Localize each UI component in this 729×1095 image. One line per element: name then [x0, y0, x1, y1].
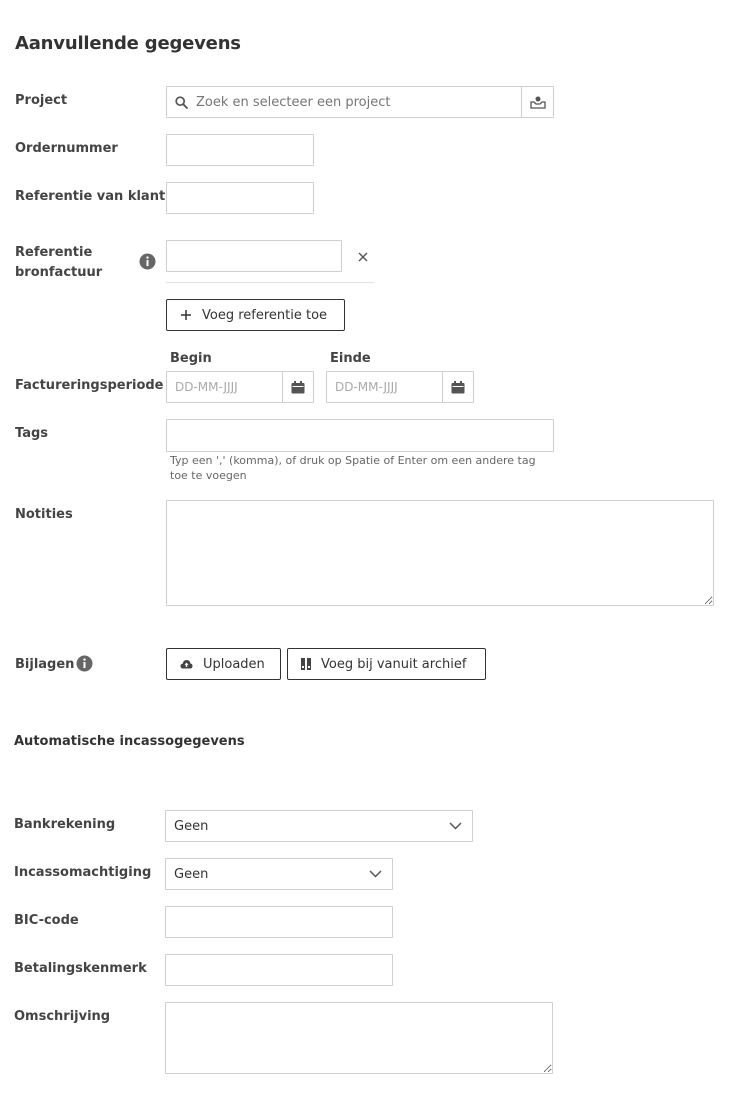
notities-textarea[interactable]: [166, 500, 714, 606]
end-date-placeholder[interactable]: DD-MM-JJJJ: [335, 380, 398, 394]
plus-icon: [180, 309, 192, 321]
add-reference-button[interactable]: [166, 299, 345, 331]
machtiging-label: Incassomachtiging: [14, 865, 152, 880]
begin-label: Begin: [170, 351, 212, 366]
end-date-field[interactable]: [326, 371, 474, 403]
page-title: Aanvullende gegevens: [15, 33, 241, 54]
search-icon: [175, 96, 188, 109]
project-label: Project: [15, 93, 68, 108]
upload-button[interactable]: [166, 648, 281, 680]
archive-icon: [301, 658, 311, 670]
kenmerk-input[interactable]: [165, 954, 393, 986]
referentie-klant-input[interactable]: [166, 182, 314, 214]
bic-input[interactable]: [165, 906, 393, 938]
chevron-down-icon[interactable]: [449, 822, 462, 830]
info-icon[interactable]: [139, 253, 156, 274]
machtiging-select[interactable]: [165, 858, 393, 890]
bankrekening-select[interactable]: [165, 810, 473, 842]
calendar-button[interactable]: [442, 372, 473, 402]
omschrijving-textarea[interactable]: [165, 1002, 553, 1074]
ordernummer-input[interactable]: [166, 134, 314, 166]
referentie-bron-label: Referentie bronfactuur: [15, 245, 103, 280]
bankrekening-label: Bankrekening: [14, 817, 116, 832]
divider: [166, 282, 374, 283]
project-folder-icon: [530, 95, 546, 109]
factureringsperiode-label: Factureringsperiode: [15, 378, 164, 393]
project-search-input[interactable]: [196, 95, 506, 110]
tags-help-text: Typ een ',' (komma), of druk op Spatie of Enter om een andere tag toe te voegen: [170, 454, 536, 482]
bijlagen-label: Bijlagen: [15, 657, 75, 672]
close-icon[interactable]: [356, 249, 370, 268]
archive-label: Voeg bij vanuit archief: [321, 656, 467, 672]
cloud-upload-icon: [180, 659, 193, 669]
bankrekening-value[interactable]: Geen: [174, 818, 209, 834]
add-reference-label: Voeg referentie toe: [202, 307, 328, 323]
referentie-bron-input[interactable]: [166, 240, 342, 272]
info-icon[interactable]: [76, 655, 93, 676]
begin-date-placeholder[interactable]: DD-MM-JJJJ: [175, 380, 238, 394]
begin-date-field[interactable]: [166, 371, 314, 403]
machtiging-value[interactable]: Geen: [174, 866, 209, 882]
tags-input[interactable]: [166, 419, 554, 452]
tags-label: Tags: [15, 426, 49, 441]
incasso-section-title: Automatische incassogegevens: [14, 734, 245, 749]
upload-label: Uploaden: [203, 656, 265, 672]
chevron-down-icon[interactable]: [369, 870, 382, 878]
archive-button[interactable]: [287, 648, 486, 680]
omschrijving-label: Omschrijving: [14, 1009, 111, 1024]
referentie-klant-label: Referentie van klant: [15, 189, 166, 204]
notities-label: Notities: [15, 507, 73, 522]
einde-label: Einde: [330, 351, 371, 366]
calendar-icon: [451, 381, 465, 394]
kenmerk-label: Betalingskenmerk: [14, 961, 147, 976]
bic-label: BIC-code: [14, 913, 79, 928]
ordernummer-label: Ordernummer: [15, 141, 118, 156]
project-search-field[interactable]: [166, 86, 554, 118]
project-picker-button[interactable]: [521, 87, 553, 117]
calendar-icon: [291, 381, 305, 394]
calendar-button[interactable]: [282, 372, 313, 402]
